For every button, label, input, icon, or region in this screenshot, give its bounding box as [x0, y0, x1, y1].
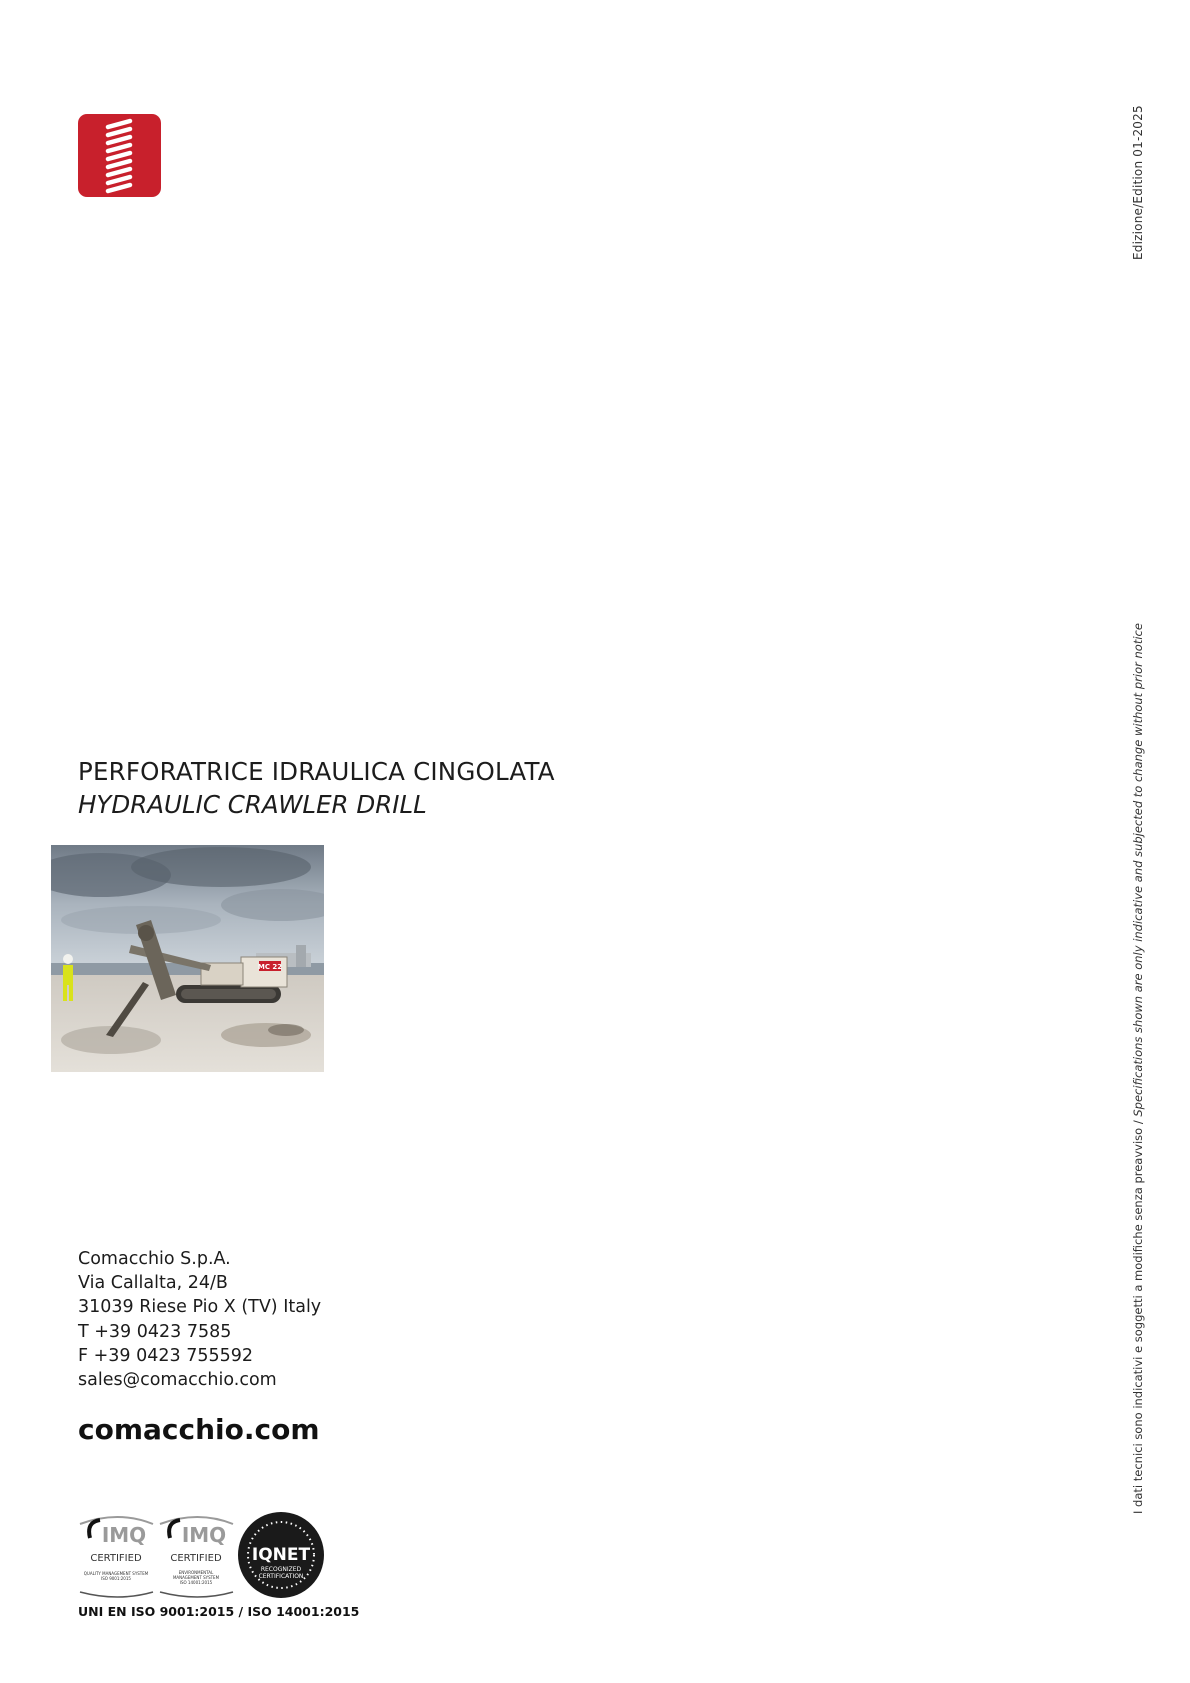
- street-address: Via Callalta, 24/B: [78, 1273, 228, 1294]
- website-link[interactable]: comacchio.com: [78, 1413, 320, 1446]
- contact-address: [78, 1247, 321, 1392]
- svg-text:CERTIFIED: CERTIFIED: [90, 1553, 142, 1564]
- product-photo: [51, 845, 324, 1072]
- phone-number: T +39 0423 7585: [78, 1321, 232, 1342]
- product-title-italian: PERFORATRICE IDRAULICA CINGOLATA: [78, 757, 555, 786]
- product-title-english: HYDRAULIC CRAWLER DRILL: [78, 790, 427, 819]
- company-name: Comacchio S.p.A.: [78, 1249, 231, 1269]
- imq-environmental-cert-logo: [160, 1517, 233, 1597]
- svg-text:MANAGEMENT SYSTEM: MANAGEMENT SYSTEM: [172, 1575, 220, 1580]
- fax-number: F +39 0423 755592: [78, 1345, 254, 1366]
- disclaimer: [1131, 623, 1145, 1514]
- imq-quality-cert-logo: [80, 1517, 153, 1597]
- svg-text:ISO 14001:2015: ISO 14001:2015: [179, 1580, 213, 1585]
- svg-text:IMQ: IMQ: [181, 1523, 227, 1547]
- certification-logos: [78, 1512, 328, 1602]
- svg-text:ENVIRONMENTAL: ENVIRONMENTAL: [178, 1570, 214, 1575]
- svg-text:RECOGNIZED: RECOGNIZED: [260, 1566, 302, 1573]
- svg-text:QUALITY MANAGEMENT SYSTEM: QUALITY MANAGEMENT SYSTEM: [83, 1571, 149, 1576]
- company-logo: [78, 114, 161, 197]
- email-link[interactable]: sales@comacchio.com: [78, 1370, 277, 1391]
- svg-text:IQNET: IQNET: [251, 1545, 311, 1565]
- certification-standards: UNI EN ISO 9001:2015 / ISO 14001:2015: [78, 1604, 360, 1619]
- disclaimer-en: Specifications shown are only indicative and subjected to change without prior notice: [1131, 623, 1145, 1117]
- iqnet-cert-logo: [238, 1512, 324, 1598]
- edition-label: Edizione/Edition 01-2025: [1131, 105, 1145, 260]
- machine-label: MC 22: [257, 963, 283, 971]
- disclaimer-it: I dati tecnici sono indicativi e soggetti a modifiche senza preavviso /: [1131, 1120, 1145, 1514]
- svg-text:IMQ: IMQ: [101, 1523, 147, 1547]
- svg-text:ISO 9001:2015: ISO 9001:2015: [101, 1576, 131, 1581]
- svg-text:CERTIFICATION: CERTIFICATION: [258, 1573, 304, 1580]
- svg-text:CERTIFIED: CERTIFIED: [170, 1553, 222, 1564]
- city-address: 31039 Riese Pio X (TV) Italy: [78, 1297, 322, 1318]
- crawler-drill-photo: [51, 845, 324, 1072]
- drill-bit-icon: [78, 114, 161, 197]
